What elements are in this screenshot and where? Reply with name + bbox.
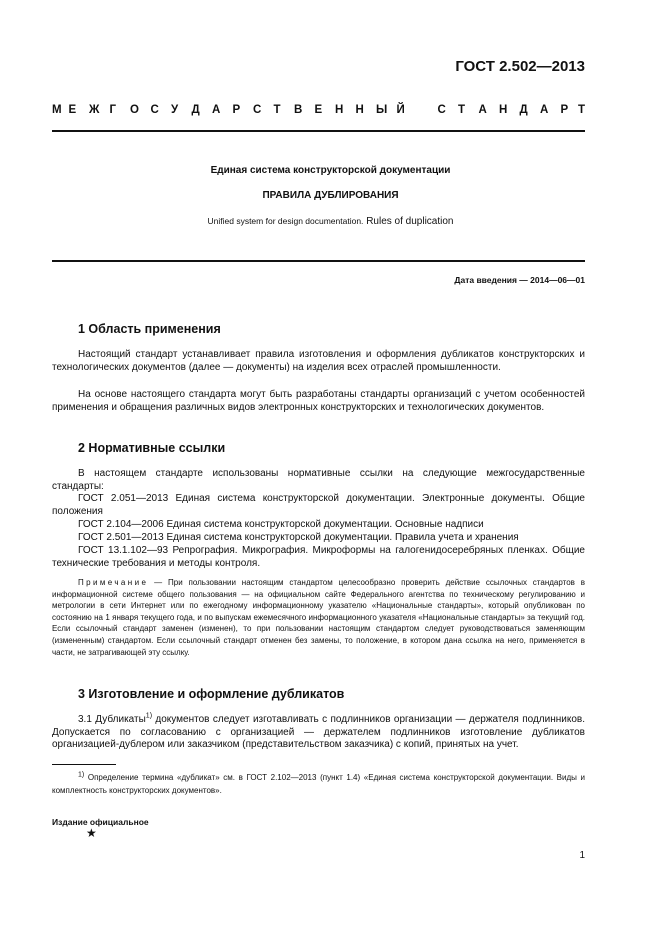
section-3-heading: 3 Изготовление и оформление дубликатов: [78, 687, 345, 701]
heading-letter: Д: [191, 104, 200, 116]
system-title: Единая система конструкторской документации: [210, 165, 451, 176]
heading-letter: Й: [396, 104, 405, 116]
note-text: — При пользовании настоящим стандартом целесообразно проверить действие ссылочных стандартов в информационной системе общего пользования — на официальном сайте Федерального агентства по техническому регулированию и метрологии в сети Интернет или по ежегодному информационному указателю «Национальные стандарты», который опубликован по состоянию на 1 января текущего года, и по выпускам ежемесячного информационного указателя «Национальные стандарты» за текущий год. Если ссылочный стандарт заменен (изменен), то при пользовании настоящим стандартом следует руководствоваться заменяющим (измененным) стандартом. Если ссылочный стандарт отменен без замены, то положение, в котором дана ссылка на него, применяется в части, не затрагивающей эту ссылку.: [52, 578, 585, 657]
note-label: Примечание: [78, 578, 149, 587]
heading-letter: Н: [355, 104, 364, 116]
footnote-mark: 1): [78, 771, 85, 779]
section-3-paragraph-1: [52, 714, 585, 752]
heading-letter: Т: [577, 104, 585, 116]
footnote-separator: [52, 764, 116, 765]
star-icon: ★: [86, 826, 97, 840]
heading-letter: Т: [458, 104, 466, 116]
heading-letter: Н: [335, 104, 344, 116]
clause-3-1-lead: 3.1 Дубликаты: [78, 714, 146, 725]
page-number: 1: [579, 850, 585, 861]
english-title: [0, 216, 661, 227]
footnote-text: Определение термина «дубликат» см. в ГОСТ 2.102—2013 (пункт 1.4) «Единая система конструкторской документации. Виды и комплектность конструкторских документов».: [52, 773, 585, 795]
gost-number: ГОСТ 2.502—2013: [455, 58, 585, 75]
heading-letter: О: [130, 104, 139, 116]
intro-date: Дата введения — 2014—06—01: [454, 275, 585, 285]
normative-ref-4: ГОСТ 13.1.102—93 Репрография. Микрография. Микроформы на галогенидосеребряных пленках. Общие технические требования и методы контроля.: [52, 545, 585, 569]
standard-type-heading: [52, 104, 585, 120]
standard-name: ПРАВИЛА ДУБЛИРОВАНИЯ: [262, 190, 399, 201]
normative-ref-3: ГОСТ 2.501—2013 Единая система конструкторской документации. Правила учета и хранения: [78, 532, 519, 543]
heading-letter: Т: [273, 104, 281, 116]
section-1-paragraph-1: Настоящий стандарт устанавливает правила изготовления и оформления дубликатов конструкторских и технологических документов (далее — документы) на изделия всех отраслей промышленности.: [52, 349, 585, 373]
heading-letter: А: [212, 104, 221, 116]
heading-letter: Ы: [376, 104, 388, 116]
heading-letter: Р: [560, 104, 569, 116]
edition-label: Издание официальное: [52, 817, 149, 827]
heading-letter: Ж: [89, 104, 100, 116]
section-2-heading: 2 Нормативные ссылки: [78, 441, 226, 455]
footnote: [52, 772, 585, 797]
heading-letter: А: [478, 104, 487, 116]
note: [52, 577, 585, 658]
english-title-prefix: Unified system for design documentation.: [207, 216, 364, 226]
english-title-suffix: Rules of duplication: [366, 216, 454, 227]
heading-letter: Р: [232, 104, 241, 116]
bottom-rule: [52, 260, 585, 262]
heading-letter: Е: [314, 104, 323, 116]
heading-letter: С: [150, 104, 159, 116]
heading-letter: А: [540, 104, 549, 116]
heading-letter: Г: [109, 104, 117, 116]
heading-letter: С: [253, 104, 262, 116]
heading-letter: Д: [519, 104, 528, 116]
heading-letter: В: [294, 104, 303, 116]
normative-ref-2: ГОСТ 2.104—2006 Единая система конструкторской документации. Основные надписи: [78, 519, 484, 530]
clause-3-1-text: документов следует изготавливать с подлинников организации — держателя подлинников. Допускается по согласованию с организацией — держателем подлинников изготовление дубликатов организацией-дублером или заказчиком (представительством заказчика) с копий, принятых на учет.: [52, 714, 586, 751]
section-1-paragraph-2: На основе настоящего стандарта могут быть разработаны стандарты организаций с учетом особенностей применения и обращения различных видов электронных конструкторских и технологических документов.: [52, 389, 585, 413]
section-2-paragraph-1: В настоящем стандарте использованы нормативные ссылки на следующие межгосударственные стандарты:: [52, 468, 585, 492]
section-1-heading: 1 Область применения: [78, 322, 221, 336]
heading-letter: У: [171, 104, 179, 116]
heading-letter: Е: [68, 104, 77, 116]
heading-letter: Н: [499, 104, 508, 116]
top-rule: [52, 130, 585, 132]
footnote-ref[interactable]: 1): [145, 712, 153, 720]
heading-letter: М: [52, 104, 62, 116]
normative-ref-1: ГОСТ 2.051—2013 Единая система конструкторской документации. Электронные документы. Общие положения: [52, 493, 585, 517]
heading-letter: С: [437, 104, 446, 116]
